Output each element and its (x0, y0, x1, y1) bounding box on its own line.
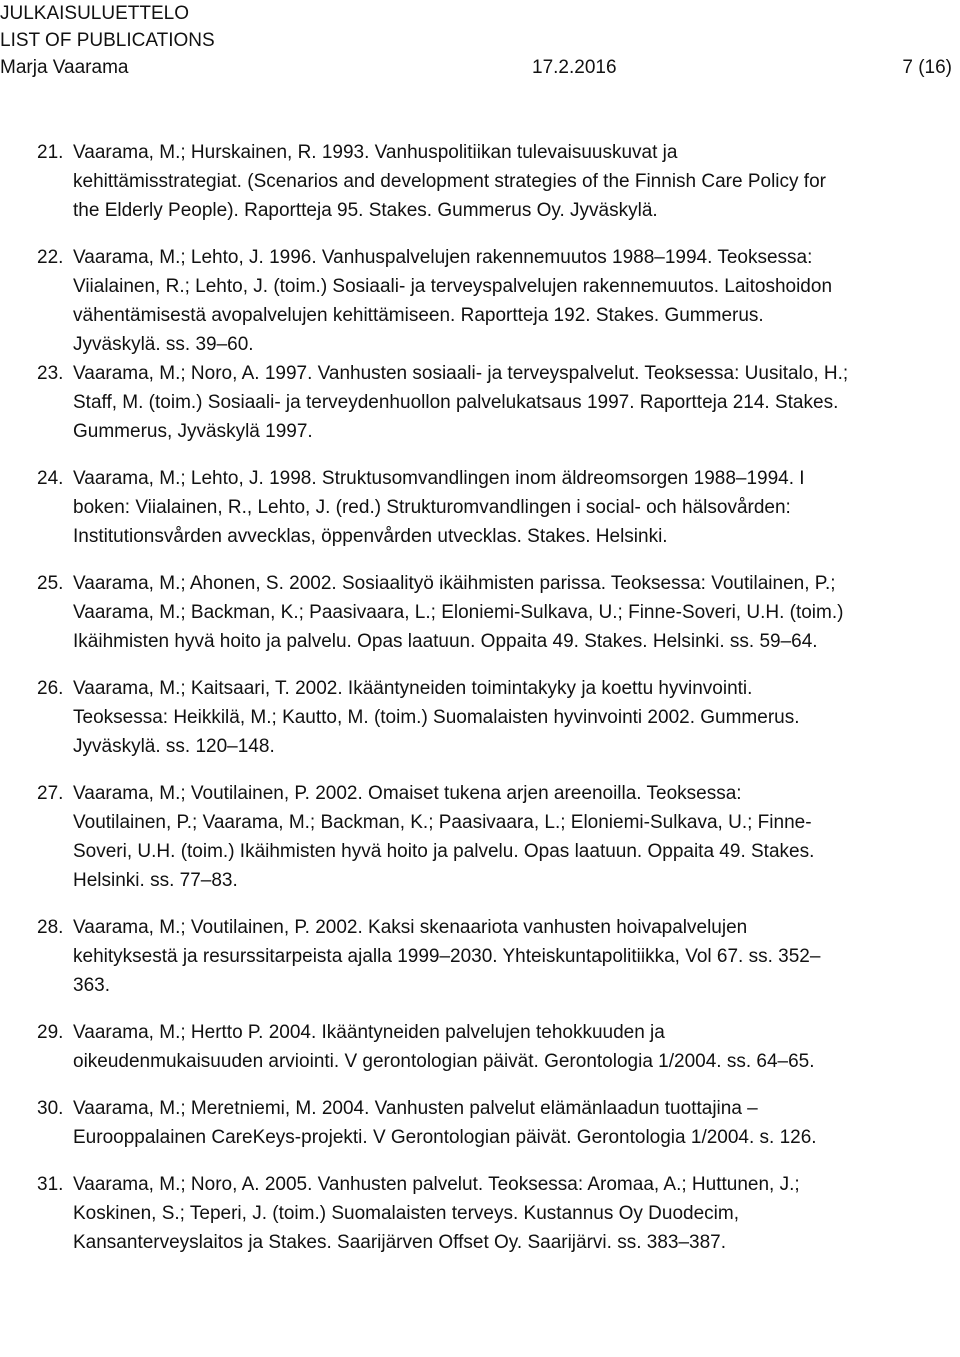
entry-text (73, 779, 937, 895)
entry-number: 26. (37, 678, 64, 699)
publication-entry (37, 359, 937, 446)
entry-line: the Elderly People). Raportteja 95. Stakes. Gummerus Oy. Jyväskylä. (73, 200, 658, 221)
header-author: Marja Vaarama (0, 57, 129, 78)
entry-text (73, 243, 937, 359)
entry-number: 30. (37, 1098, 64, 1119)
entry-text (73, 359, 937, 446)
entry-number: 22. (37, 247, 64, 268)
entry-line: vähentämisestä avopalvelujen kehittämiseen. Raportteja 192. Stakes. Gummerus. (73, 305, 764, 326)
entry-line: Soveri, U.H. (toim.) Ikäihmisten hyvä hoito ja palvelu. Opas laatuun. Oppaita 49. Stakes. (73, 841, 815, 862)
entry-number: 21. (37, 142, 64, 163)
entry-line: Voutilainen, P.; Vaarama, M.; Backman, K.; Paasivaara, L.; Eloniemi-Sulkava, U.; Finne- (73, 812, 812, 833)
header-date: 17.2.2016 (532, 57, 617, 78)
publication-entry (37, 779, 937, 895)
header-page-number: 7 (16) (902, 57, 952, 78)
entry-line: Gummerus, Jyväskylä 1997. (73, 421, 313, 442)
page-header (0, 0, 952, 81)
entry-text (73, 1018, 937, 1076)
entry-number: 31. (37, 1174, 64, 1195)
entry-line: Vaarama, M.; Meretniemi, M. 2004. Vanhusten palvelut elämänlaadun tuottajina ‒ (73, 1098, 758, 1119)
publication-entry (37, 243, 937, 359)
entry-text (73, 569, 937, 656)
entry-line: Vaarama, M.; Voutilainen, P. 2002. Kaksi skenaariota vanhusten hoivapalvelujen (73, 917, 748, 938)
entry-text (73, 464, 937, 551)
entry-line: Vaarama, M.; Hertto P. 2004. Ikääntyneiden palvelujen tehokkuuden ja (73, 1022, 665, 1043)
entry-number: 27. (37, 783, 64, 804)
entry-line: Vaarama, M.; Noro, A. 1997. Vanhusten sosiaali- ja terveyspalvelut. Teoksessa: Uusitalo, H.; (73, 363, 849, 384)
entry-line: Institutionsvården avvecklas, öppenvården utvecklas. Stakes. Helsinki. (73, 526, 668, 547)
entry-line: Jyväskylä. ss. 39‒60. (73, 334, 254, 355)
entry-number: 28. (37, 917, 64, 938)
entry-text (73, 138, 937, 225)
header-meta-row (0, 54, 952, 81)
entry-number: 23. (37, 363, 64, 384)
publication-entry (37, 1094, 937, 1152)
publication-entry (37, 674, 937, 761)
entry-line: Vaarama, M.; Lehto, J. 1998. Struktusomvandlingen inom äldreomsorgen 1988‒1994. I (73, 468, 805, 489)
entry-line: Vaarama, M.; Ahonen, S. 2002. Sosiaalityö ikäihmisten parissa. Teoksessa: Voutilainen, P.; (73, 573, 836, 594)
publication-entry (37, 1170, 937, 1257)
entry-line: Vaarama, M.; Kaitsaari, T. 2002. Ikääntyneiden toimintakyky ja koettu hyvinvointi. (73, 678, 753, 699)
entry-line: Helsinki. ss. 77‒83. (73, 870, 238, 891)
entry-number: 24. (37, 468, 64, 489)
entry-line: Vaarama, M.; Voutilainen, P. 2002. Omaiset tukena arjen areenoilla. Teoksessa: (73, 783, 742, 804)
entry-text (73, 1094, 937, 1152)
entry-text (73, 1170, 937, 1257)
entry-line: Eurooppalainen CareKeys-projekti. V Gerontologian päivät. Gerontologia 1/2004. s. 126. (73, 1127, 817, 1148)
entry-line: Vaarama, M.; Noro, A. 2005. Vanhusten palvelut. Teoksessa: Aromaa, A.; Huttunen, J.; (73, 1174, 800, 1195)
publication-entry (37, 464, 937, 551)
entry-text (73, 913, 937, 1000)
entry-line: Ikäihmisten hyvä hoito ja palvelu. Opas laatuun. Oppaita 49. Stakes. Helsinki. ss. 59‒64. (73, 631, 818, 652)
entry-line: kehityksestä ja resurssitarpeista ajalla 1999‒2030. Yhteiskuntapolitiikka, Vol 67. ss. 352‒ (73, 946, 821, 967)
publication-list (37, 138, 937, 1257)
entry-text (73, 674, 937, 761)
entry-line: Kansanterveyslaitos ja Stakes. Saarijärven Offset Oy. Saarijärvi. ss. 383‒387. (73, 1232, 727, 1253)
entry-line: Teoksessa: Heikkilä, M.; Kautto, M. (toim.) Suomalaisten hyvinvointi 2002. Gummerus. (73, 707, 800, 728)
publication-entry (37, 913, 937, 1000)
publication-entry (37, 569, 937, 656)
publication-entry (37, 138, 937, 225)
entry-line: Staff, M. (toim.) Sosiaali- ja terveydenhuollon palvelukatsaus 1997. Raportteja 214. Stakes. (73, 392, 839, 413)
entry-line: Vaarama, M.; Backman, K.; Paasivaara, L.; Eloniemi-Sulkava, U.; Finne-Soveri, U.H. (toim.) (73, 602, 844, 623)
entry-line: Vaarama, M.; Hurskainen, R. 1993. Vanhuspolitiikan tulevaisuuskuvat ja (73, 142, 678, 163)
entry-line: Vaarama, M.; Lehto, J. 1996. Vanhuspalvelujen rakennemuutos 1988‒1994. Teoksessa: (73, 247, 813, 268)
entry-line: kehittämisstrategiat. (Scenarios and development strategies of the Finnish Care Policy for (73, 171, 826, 192)
entry-line: 363. (73, 975, 110, 996)
entry-number: 29. (37, 1022, 64, 1043)
entry-line: Jyväskylä. ss. 120‒148. (73, 736, 275, 757)
entry-line: Koskinen, S.; Teperi, J. (toim.) Suomalaisten terveys. Kustannus Oy Duodecim, (73, 1203, 739, 1224)
entry-line: oikeudenmukaisuuden arviointi. V gerontologian päivät. Gerontologia 1/2004. ss. 64‒65. (73, 1051, 815, 1072)
publication-entry (37, 1018, 937, 1076)
entry-line: Viialainen, R.; Lehto, J. (toim.) Sosiaali- ja terveyspalvelujen rakennemuutos. Laitoshoidon (73, 276, 833, 297)
entry-number: 25. (37, 573, 64, 594)
entry-line: boken: Viialainen, R., Lehto, J. (red.) Strukturomvandlingen i social- och hälsovården: (73, 497, 791, 518)
header-title-fi: JULKAISULUETTELO (0, 3, 189, 24)
header-title-en: LIST OF PUBLICATIONS (0, 30, 215, 51)
